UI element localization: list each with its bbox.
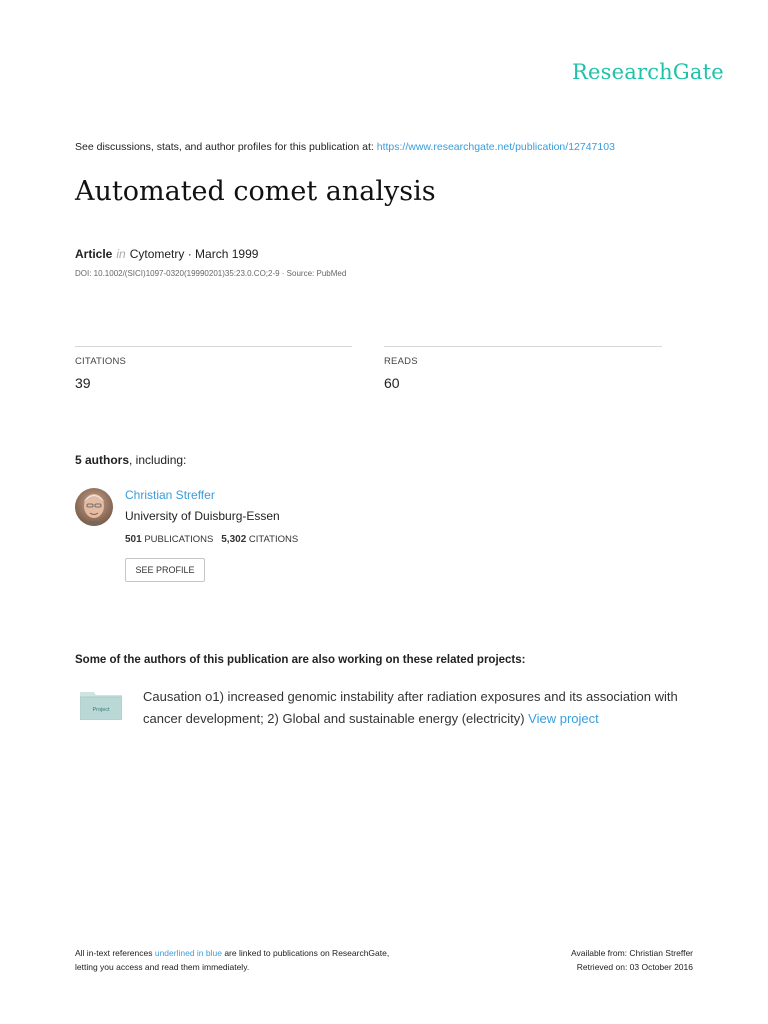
journal-date: Cytometry · March 1999 (129, 247, 259, 261)
citations-divider (75, 346, 352, 347)
author-photo-icon (75, 488, 113, 526)
related-projects-heading: Some of the authors of this publication are also working on these related projects: (75, 654, 526, 666)
project-icon-label: Project (92, 707, 110, 713)
in-word: in (116, 247, 126, 261)
author-publications-count: 501 (125, 534, 142, 545)
reads-value: 60 (384, 375, 400, 391)
doi-line: DOI: 10.1002/(SICI)1097-0320(19990201)35:23.0.CO;2-9 · Source: PubMed (75, 269, 347, 278)
citations-label: CITATIONS (75, 356, 127, 367)
footer-right (520, 946, 693, 974)
publication-meta (75, 247, 258, 261)
author-avatar[interactable] (75, 488, 113, 526)
authors-count: 5 authors (75, 453, 130, 467)
author-publications-label: PUBLICATIONS (144, 534, 214, 545)
project-description (143, 686, 703, 730)
footer-retrieved-on: Retrieved on: 03 October 2016 (576, 962, 693, 972)
reads-divider (384, 346, 662, 347)
footer-left (75, 946, 389, 974)
view-project-link[interactable]: View project (528, 711, 599, 726)
footer-underlined-link: underlined in blue (154, 948, 222, 958)
footer-available-from: Available from: Christian Streffer (570, 948, 693, 958)
publication-url-link[interactable]: https://www.researchgate.net/publication/12747103 (376, 141, 615, 153)
publication-title: Automated comet analysis (75, 176, 436, 207)
researchgate-logo[interactable]: ResearchGate (572, 60, 724, 84)
folder-icon (80, 690, 122, 720)
authors-suffix: , including: (129, 453, 187, 467)
footer-left-line2: letting you access and read them immediately. (75, 962, 250, 972)
author-citations-label: CITATIONS (248, 534, 299, 545)
reads-label: READS (384, 356, 418, 367)
author-name-link[interactable]: Christian Streffer (125, 488, 215, 502)
footer-left-suffix: are linked to publications on ResearchGate, (221, 948, 390, 958)
project-folder-icon[interactable] (80, 690, 122, 720)
authors-heading (75, 453, 186, 467)
project-text: Causation o1) increased genomic instability after radiation exposures and its association with cancer development; 2) Global and sustainable energy (electricity) (143, 689, 678, 726)
author-institution: University of Duisburg-Essen (125, 509, 280, 523)
author-citations-count: 5,302 (221, 534, 247, 545)
publication-type: Article (75, 247, 113, 261)
citations-value: 39 (75, 375, 91, 391)
footer-left-prefix: All in-text references (75, 948, 155, 958)
see-profile-button[interactable]: SEE PROFILE (125, 558, 205, 582)
discussion-line (75, 141, 615, 153)
discussion-prefix: See discussions, stats, and author profiles for this publication at: (75, 141, 377, 153)
author-stats (125, 534, 298, 545)
